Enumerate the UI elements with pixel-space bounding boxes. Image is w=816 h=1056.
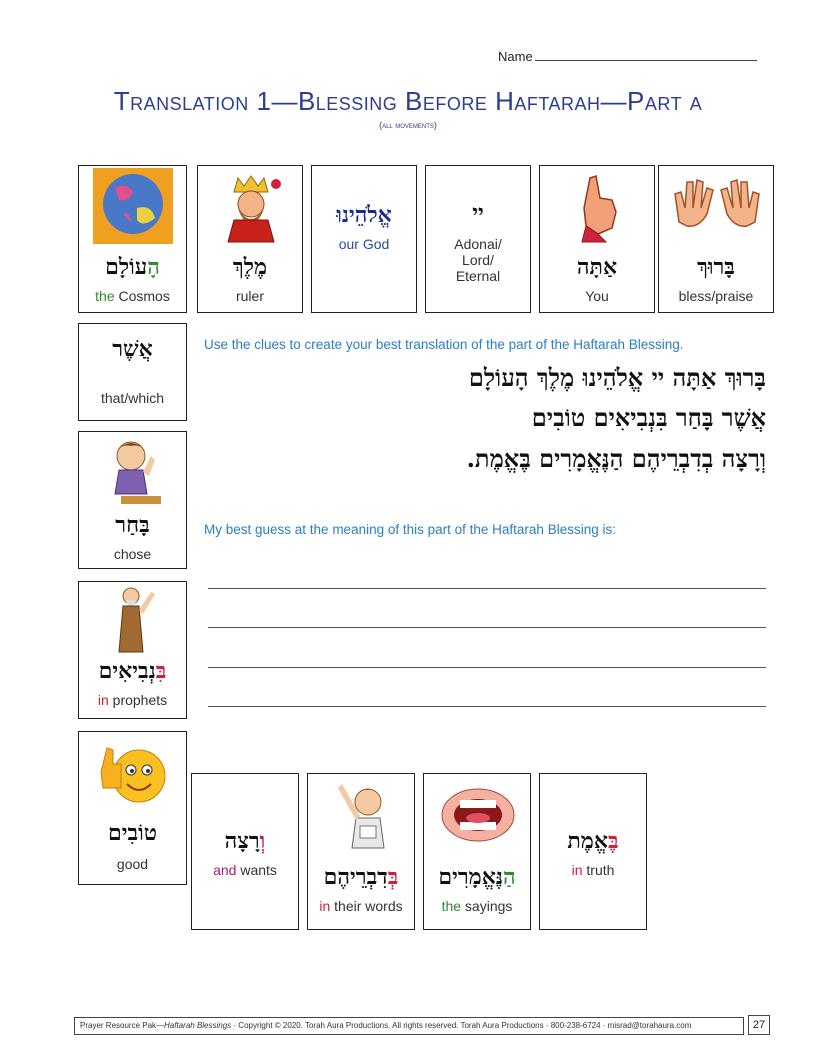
english-prefix: and <box>213 862 237 878</box>
english-meaning <box>192 862 298 878</box>
card-vratzah <box>191 773 299 930</box>
page-title: Translation 1—Blessing Before Haftarah—Part a <box>113 86 703 116</box>
english-meaning <box>79 288 186 304</box>
english-meaning <box>308 898 414 914</box>
prophet-icon <box>109 584 159 654</box>
page-number: 27 <box>748 1015 770 1035</box>
english-root: sayings <box>461 898 513 914</box>
hebrew-word: אַתָּה <box>576 254 618 280</box>
hebrew-root: דִבְרֵיהֶם <box>323 864 388 890</box>
english-prefix: the <box>95 288 115 304</box>
card-melech <box>197 165 303 313</box>
card-haneemarim <box>423 773 531 930</box>
name-field[interactable] <box>498 48 757 64</box>
hebrew-line-1: בָּרוּךְ אַתָּה יי אֱלֹהֵינוּ מֶלֶךְ הָעוֹלָם <box>468 363 766 392</box>
card-haolam <box>78 165 187 313</box>
hebrew-word <box>79 658 186 684</box>
mouth-icon <box>438 784 518 846</box>
english-root: their words <box>330 898 403 914</box>
hebrew-word: בָּחַר <box>115 512 150 538</box>
hebrew-root: אֱמֶת <box>567 828 608 854</box>
thumbs-up-smiley-icon <box>97 738 169 808</box>
pointing-hand-icon <box>568 172 628 244</box>
footer-text-em: Haftarah Blessings <box>164 1021 232 1030</box>
globe-icon <box>93 168 173 244</box>
card-tovim <box>78 731 187 885</box>
card-bdivreihem <box>307 773 415 930</box>
answer-line-2[interactable] <box>208 627 766 628</box>
english-root: truth <box>582 862 615 878</box>
card-binviim <box>78 581 187 719</box>
hebrew-word <box>79 254 186 280</box>
card-atah <box>539 165 655 313</box>
english-meaning: chose <box>113 546 152 562</box>
card-baruch <box>658 165 774 313</box>
hebrew-prefix: בְּ <box>387 864 399 890</box>
english-root: Cosmos <box>114 288 170 304</box>
hebrew-root: נֶּאֱמָרִים <box>438 864 503 890</box>
english-prefix: in <box>571 862 583 878</box>
name-label: Name <box>498 49 533 64</box>
speaking-boy-icon <box>326 776 398 854</box>
instruction-guess: My best guess at the meaning of this part of the Haftarah Blessing is: <box>204 522 616 537</box>
thinking-boy-icon <box>99 434 167 508</box>
hebrew-word: אֱלֹהֵינוּ <box>336 202 392 228</box>
hebrew-root: נְבִיאִים <box>98 658 156 684</box>
english-meaning <box>424 898 530 914</box>
hebrew-word <box>540 828 646 854</box>
answer-line-4[interactable] <box>208 706 766 707</box>
hebrew-word: בָּרוּךְ <box>697 254 735 280</box>
english-root: wants <box>236 862 277 878</box>
hebrew-root: רָצָה <box>224 828 260 854</box>
footer-copyright <box>74 1017 744 1035</box>
english-root: prophets <box>108 692 168 708</box>
hebrew-prefix: הַ <box>502 864 516 890</box>
hebrew-line-3: וְרָצָה בְדִבְרֵיהֶם הַנֶּאֱמָרִים בֶּאֱמֶת. <box>466 444 766 473</box>
english-meaning: our God <box>338 236 390 252</box>
english-prefix: in <box>319 898 331 914</box>
card-asher <box>78 323 187 421</box>
hebrew-word: יי <box>472 200 484 226</box>
hebrew-line-2: אֲשֶׁר בָּחַר בִּנְבִיאִים טוֹבִים <box>531 403 766 432</box>
hebrew-prefix: וְ <box>259 828 266 854</box>
hebrew-word <box>424 864 530 890</box>
english-meaning: good <box>116 856 149 872</box>
english-meaning: You <box>585 288 609 304</box>
card-beemet <box>539 773 647 930</box>
card-eloheinu <box>311 165 417 313</box>
name-blank[interactable] <box>535 48 757 61</box>
english-meaning: that/which <box>100 390 165 406</box>
answer-line-3[interactable] <box>208 667 766 668</box>
instruction-translate: Use the clues to create your best translation of the part of the Haftarah Blessing. <box>204 337 684 352</box>
hebrew-word: טוֹבִים <box>107 820 158 846</box>
footer-text-post: · Copyright © 2020. Torah Aura Productions. All rights reserved. Torah Aura Productions · 800-238-6724 · misrad@torahaura.com <box>231 1021 692 1030</box>
english-meaning: ruler <box>235 288 264 304</box>
hebrew-prefix: בִּ <box>155 658 167 684</box>
english-meaning: bless/praise <box>678 288 754 304</box>
footer-text-pre: Prayer Resource Pak— <box>80 1021 165 1030</box>
english-prefix: in <box>97 692 109 708</box>
english-meaning <box>79 692 186 708</box>
hebrew-word: אֲשֶׁר <box>112 336 153 362</box>
hebrew-root: עוֹלָם <box>105 254 148 280</box>
card-adonai <box>425 165 531 313</box>
answer-line-1[interactable] <box>208 588 766 589</box>
hebrew-word: מֶלֶךְ <box>232 254 268 280</box>
hebrew-word <box>192 828 298 854</box>
hebrew-prefix: הָ <box>147 254 160 280</box>
hands-icon <box>669 174 765 230</box>
hebrew-prefix: בֶּ <box>607 828 619 854</box>
english-meaning: Adonai/ Lord/ Eternal <box>454 236 502 284</box>
hebrew-word <box>308 864 414 890</box>
english-meaning <box>540 862 646 878</box>
page-subtitle: (all movements) <box>379 120 437 130</box>
english-prefix: the <box>441 898 462 914</box>
king-icon <box>220 172 282 244</box>
card-bachar <box>78 431 187 569</box>
